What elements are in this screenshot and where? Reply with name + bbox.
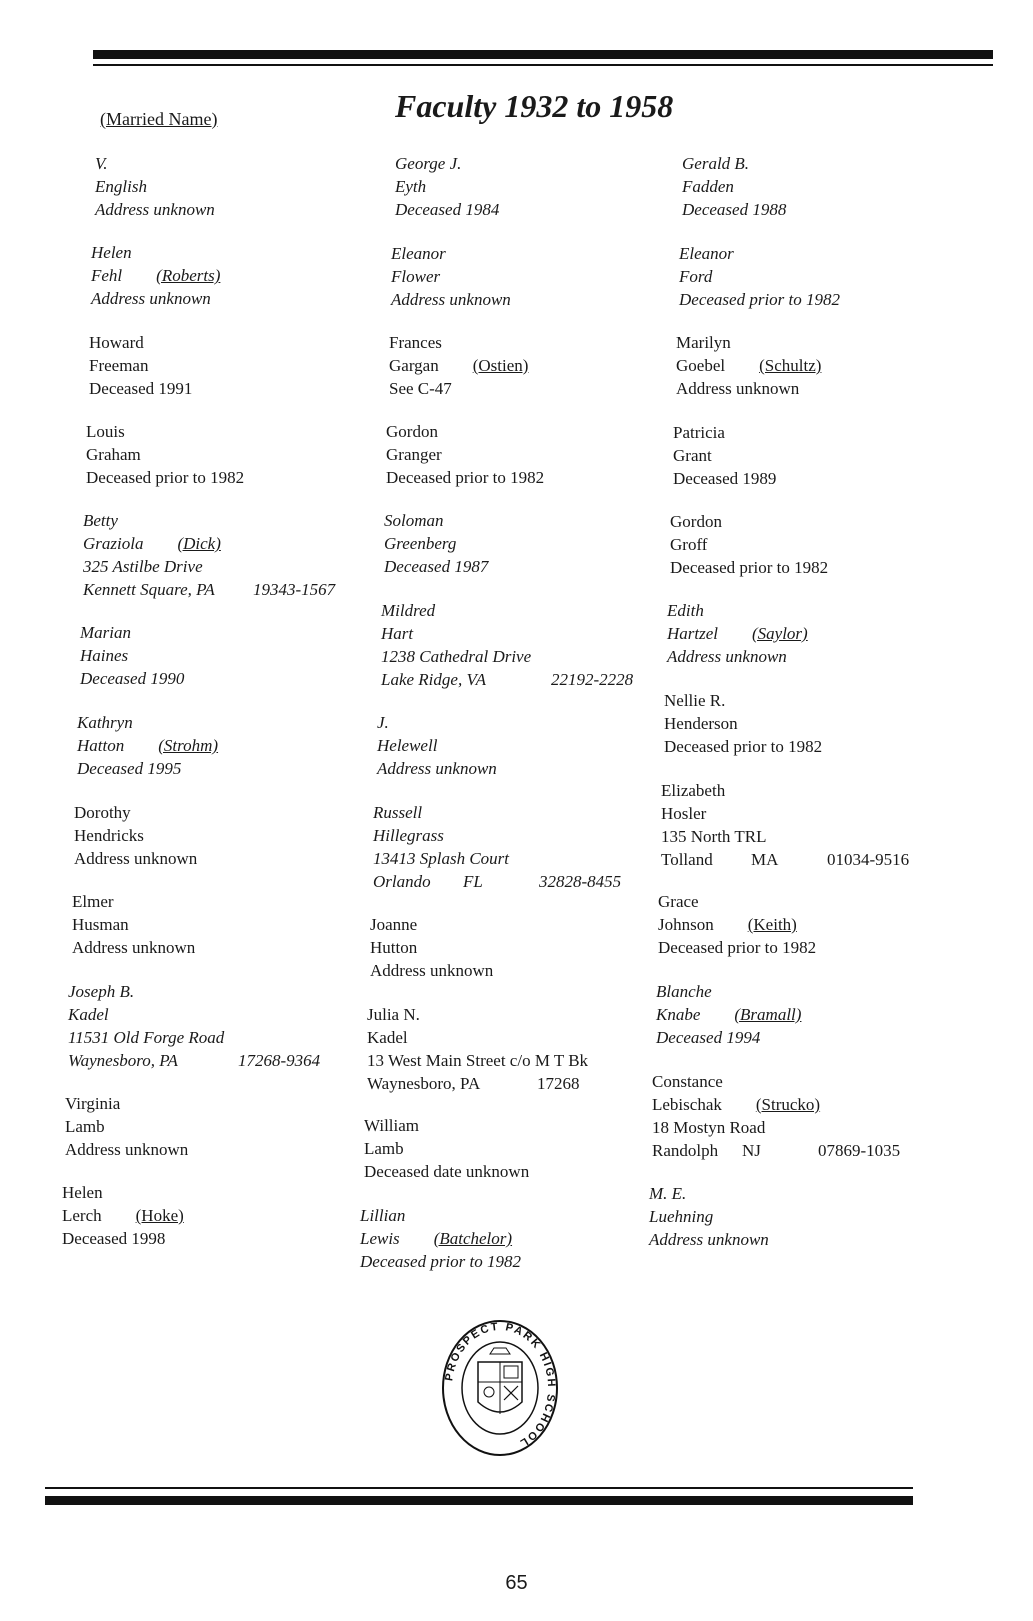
faculty-entry xyxy=(391,242,511,311)
last-name: Haines xyxy=(80,646,129,665)
street-address: 1238 Cathedral Drive xyxy=(381,647,532,666)
status-text: Address unknown xyxy=(667,647,787,666)
state: NJ xyxy=(742,1141,761,1160)
last-name: Greenberg xyxy=(384,534,457,553)
status-text: Deceased 1988 xyxy=(682,200,787,219)
faculty-entry xyxy=(86,420,244,489)
married-name: (Strohm) xyxy=(158,736,219,755)
street-address: 11531 Old Forge Road xyxy=(68,1028,225,1047)
last-name-row xyxy=(83,532,335,555)
faculty-entry xyxy=(364,1114,529,1183)
last-name-row xyxy=(682,175,786,198)
first-name: William xyxy=(364,1116,420,1135)
city-row xyxy=(83,578,335,601)
first-name: Grace xyxy=(658,892,699,911)
faculty-entry xyxy=(656,980,801,1049)
page-number: 65 xyxy=(505,1572,528,1594)
last-name: Hosler xyxy=(661,804,707,823)
first-name: Virginia xyxy=(65,1094,121,1113)
last-name-row xyxy=(68,1003,320,1026)
first-name: Elizabeth xyxy=(661,781,726,800)
faculty-entry xyxy=(670,510,828,579)
bottom-rule-thick xyxy=(45,1496,913,1505)
state: FL xyxy=(463,872,483,891)
faculty-entry xyxy=(95,152,215,221)
faculty-entry xyxy=(389,331,528,400)
status-text: Deceased prior to 1982 xyxy=(670,558,829,577)
status-text: Deceased prior to 1982 xyxy=(658,938,817,957)
status-text: Address unknown xyxy=(377,759,497,778)
last-name-row xyxy=(95,175,215,198)
last-name: Kadel xyxy=(367,1028,408,1047)
status-text: Deceased 1990 xyxy=(80,669,185,688)
last-name: Hutton xyxy=(370,938,418,957)
last-name-row xyxy=(673,444,776,467)
faculty-entry xyxy=(360,1204,521,1273)
status-text: Address unknown xyxy=(95,200,215,219)
first-name: Patricia xyxy=(673,423,725,442)
status-text: Address unknown xyxy=(370,961,494,980)
faculty-entry xyxy=(658,890,816,959)
last-name: Hart xyxy=(381,624,414,643)
status-text: Address unknown xyxy=(72,938,196,957)
last-name-row xyxy=(377,734,497,757)
zip-code: 17268-9364 xyxy=(238,1051,321,1070)
faculty-entry xyxy=(381,599,633,691)
first-name: Eleanor xyxy=(391,244,446,263)
status-text: Deceased prior to 1982 xyxy=(679,290,841,309)
last-name-row xyxy=(661,802,909,825)
last-name: Hatton xyxy=(77,736,125,755)
last-name-row xyxy=(649,1205,769,1228)
last-name: Lamb xyxy=(65,1117,105,1136)
last-name: Helewell xyxy=(377,736,438,755)
first-name: Edith xyxy=(667,601,704,620)
street-address: 13413 Splash Court xyxy=(373,849,510,868)
first-name: Elmer xyxy=(72,892,114,911)
first-name: Frances xyxy=(389,333,442,352)
first-name: Gordon xyxy=(386,422,438,441)
faculty-entry xyxy=(65,1092,188,1161)
faculty-entry xyxy=(62,1181,184,1250)
school-seal xyxy=(440,1318,560,1458)
faculty-entry xyxy=(373,801,621,893)
city-row xyxy=(68,1049,320,1072)
married-name: (Bramall) xyxy=(734,1005,802,1024)
married-name: (Batchelor) xyxy=(433,1229,513,1248)
last-name-row xyxy=(373,824,621,847)
city-row xyxy=(652,1139,900,1162)
last-name: Hendricks xyxy=(74,826,144,845)
status-text: Deceased 1994 xyxy=(656,1028,761,1047)
status-text: Address unknown xyxy=(65,1140,189,1159)
status-text: Address unknown xyxy=(74,849,198,868)
last-name-row xyxy=(395,175,499,198)
top-rule-thick xyxy=(93,50,993,59)
zip-code: 01034-9516 xyxy=(827,850,910,869)
faculty-entry xyxy=(377,711,497,780)
state: MA xyxy=(751,850,779,869)
first-name: Joanne xyxy=(370,915,418,934)
first-name: Louis xyxy=(86,422,125,441)
faculty-entry xyxy=(386,420,544,489)
status-text: See C-47 xyxy=(389,379,452,398)
last-name-row xyxy=(65,1115,188,1138)
married-name: (Hoke) xyxy=(135,1206,184,1225)
last-name-row xyxy=(656,1003,801,1026)
city: Kennett Square, PA xyxy=(83,580,215,599)
first-name: Gordon xyxy=(670,512,722,531)
status-text: Address unknown xyxy=(391,290,511,309)
last-name: Lamb xyxy=(364,1139,404,1158)
last-name-row xyxy=(676,354,821,377)
status-text: Deceased 1989 xyxy=(673,469,777,488)
last-name-row xyxy=(670,533,828,556)
married-name: (Dick) xyxy=(177,534,221,553)
last-name: Gargan xyxy=(389,356,439,375)
last-name-row xyxy=(370,936,493,959)
street-address: 18 Mostyn Road xyxy=(652,1118,766,1137)
status-text: Deceased 1987 xyxy=(384,557,489,576)
faculty-entry xyxy=(682,152,786,221)
faculty-entry xyxy=(652,1070,900,1162)
married-name: (Schultz) xyxy=(759,356,822,375)
first-name: Howard xyxy=(89,333,144,352)
first-name: Betty xyxy=(83,511,118,530)
page-title: Faculty 1932 to 1958 xyxy=(395,88,674,124)
status-text: Address unknown xyxy=(676,379,800,398)
status-text: Deceased 1995 xyxy=(77,759,182,778)
faculty-entry xyxy=(367,1003,588,1095)
faculty-entry xyxy=(89,331,192,400)
first-name: Marilyn xyxy=(676,333,731,352)
last-name: Knabe xyxy=(656,1005,701,1024)
last-name: Groff xyxy=(670,535,708,554)
zip-code: 07869-1035 xyxy=(818,1141,901,1160)
faculty-entry xyxy=(679,242,840,311)
top-rule-thin xyxy=(93,64,993,66)
last-name: Husman xyxy=(72,915,129,934)
faculty-entry xyxy=(676,331,821,400)
faculty-entry xyxy=(649,1182,769,1251)
status-text: Deceased prior to 1982 xyxy=(664,737,823,756)
school-seal-icon xyxy=(440,1318,560,1458)
last-name-row xyxy=(72,913,195,936)
last-name-row xyxy=(89,354,192,377)
last-name-row xyxy=(658,913,816,936)
city-row xyxy=(373,870,621,893)
last-name: Hartzel xyxy=(667,624,718,643)
faculty-entry xyxy=(83,509,335,601)
last-name-row xyxy=(360,1227,521,1250)
last-name-row xyxy=(367,1026,588,1049)
last-name: Lewis xyxy=(360,1229,400,1248)
faculty-entry xyxy=(77,711,218,780)
last-name-row xyxy=(91,264,220,287)
zip-code: 17268 xyxy=(537,1074,580,1093)
last-name-row xyxy=(389,354,528,377)
last-name-row xyxy=(679,265,840,288)
last-name: Granger xyxy=(386,445,442,464)
status-text: Deceased date unknown xyxy=(364,1162,530,1181)
last-name: Ford xyxy=(679,267,713,286)
last-name-row xyxy=(664,712,822,735)
last-name: Fadden xyxy=(682,177,734,196)
last-name: Hillegrass xyxy=(373,826,444,845)
bottom-rule-thin xyxy=(45,1487,913,1489)
status-text: Deceased 1984 xyxy=(395,200,500,219)
married-name: (Roberts) xyxy=(156,266,221,285)
last-name: Flower xyxy=(391,267,441,286)
first-name: J. xyxy=(377,713,389,732)
city: Waynesboro, PA xyxy=(367,1074,481,1093)
married-name: (Ostien) xyxy=(472,356,529,375)
first-name: M. E. xyxy=(649,1184,687,1203)
status-text: Deceased prior to 1982 xyxy=(360,1252,522,1271)
faculty-entry xyxy=(661,779,909,871)
last-name: Luehning xyxy=(649,1207,714,1226)
city-row xyxy=(367,1072,588,1095)
first-name: Dorothy xyxy=(74,803,131,822)
first-name: Joseph B. xyxy=(68,982,135,1001)
married-name-label: (Married Name) xyxy=(100,109,218,129)
last-name: Fehl xyxy=(91,266,123,285)
zip-code: 19343-1567 xyxy=(253,580,336,599)
city-row xyxy=(661,848,909,871)
city-row xyxy=(381,668,633,691)
first-name: Constance xyxy=(652,1072,723,1091)
last-name-row xyxy=(74,824,197,847)
last-name-row xyxy=(364,1137,529,1160)
seal-ring-text: PROSPECT PARK HIGH SCHOOL xyxy=(443,1320,558,1450)
street-address: 325 Astilbe Drive xyxy=(83,557,203,576)
status-text: Address unknown xyxy=(649,1230,769,1249)
first-name: Kathryn xyxy=(77,713,133,732)
faculty-entry xyxy=(395,152,499,221)
last-name: Lerch xyxy=(62,1206,102,1225)
city: Randolph xyxy=(652,1141,719,1160)
status-text: Deceased 1991 xyxy=(89,379,193,398)
first-name: Gerald B. xyxy=(682,154,750,173)
status-text: Deceased prior to 1982 xyxy=(86,468,245,487)
first-name: Helen xyxy=(91,243,132,262)
first-name: Russell xyxy=(373,803,423,822)
last-name: Freeman xyxy=(89,356,149,375)
street-address: 13 West Main Street c/o M T Bk xyxy=(367,1051,589,1070)
city: Lake Ridge, VA xyxy=(381,670,486,689)
last-name-row xyxy=(381,622,633,645)
first-name: Marian xyxy=(80,623,131,642)
status-text: Deceased prior to 1982 xyxy=(386,468,545,487)
street-address: 135 North TRL xyxy=(661,827,767,846)
last-name: Henderson xyxy=(664,714,738,733)
last-name: Graziola xyxy=(83,534,144,553)
faculty-entry xyxy=(667,599,808,668)
last-name-row xyxy=(62,1204,184,1227)
city: Waynesboro, PA xyxy=(68,1051,178,1070)
last-name: Grant xyxy=(673,446,712,465)
last-name-row xyxy=(391,265,511,288)
last-name-row xyxy=(667,622,808,645)
married-name: (Strucko) xyxy=(755,1095,821,1114)
first-name: Eleanor xyxy=(679,244,734,263)
faculty-entry xyxy=(80,621,184,690)
last-name-row xyxy=(652,1093,900,1116)
first-name: Nellie R. xyxy=(664,691,726,710)
last-name: Eyth xyxy=(395,177,427,196)
first-name: Blanche xyxy=(656,982,712,1001)
last-name: Lebischak xyxy=(652,1095,722,1114)
faculty-entry xyxy=(74,801,197,870)
faculty-entry xyxy=(91,241,220,310)
first-name: Helen xyxy=(62,1183,103,1202)
married-name: (Saylor) xyxy=(752,624,808,643)
zip-code: 32828-8455 xyxy=(539,872,622,891)
first-name: Soloman xyxy=(384,511,444,530)
faculty-entry xyxy=(673,421,776,490)
faculty-entry xyxy=(370,913,493,982)
last-name: Goebel xyxy=(676,356,726,375)
last-name: English xyxy=(95,177,147,196)
faculty-entry xyxy=(384,509,488,578)
faculty-entry xyxy=(68,980,320,1072)
last-name: Kadel xyxy=(68,1005,109,1024)
last-name-row xyxy=(77,734,218,757)
last-name-row xyxy=(80,644,184,667)
city: Orlando xyxy=(373,872,431,891)
last-name-row xyxy=(386,443,544,466)
status-text: Deceased 1998 xyxy=(62,1229,166,1248)
first-name: Lillian xyxy=(360,1206,406,1225)
city: Tolland xyxy=(661,850,713,869)
last-name-row xyxy=(384,532,488,555)
first-name: Mildred xyxy=(381,601,436,620)
first-name: Julia N. xyxy=(367,1005,420,1024)
first-name: George J. xyxy=(395,154,462,173)
zip-code: 22192-2228 xyxy=(551,670,634,689)
married-name: (Keith) xyxy=(747,915,797,934)
faculty-entry xyxy=(72,890,195,959)
faculty-entry xyxy=(664,689,822,758)
first-name: V. xyxy=(95,154,108,173)
last-name: Graham xyxy=(86,445,141,464)
last-name-row xyxy=(86,443,244,466)
status-text: Address unknown xyxy=(91,289,211,308)
last-name: Johnson xyxy=(658,915,714,934)
